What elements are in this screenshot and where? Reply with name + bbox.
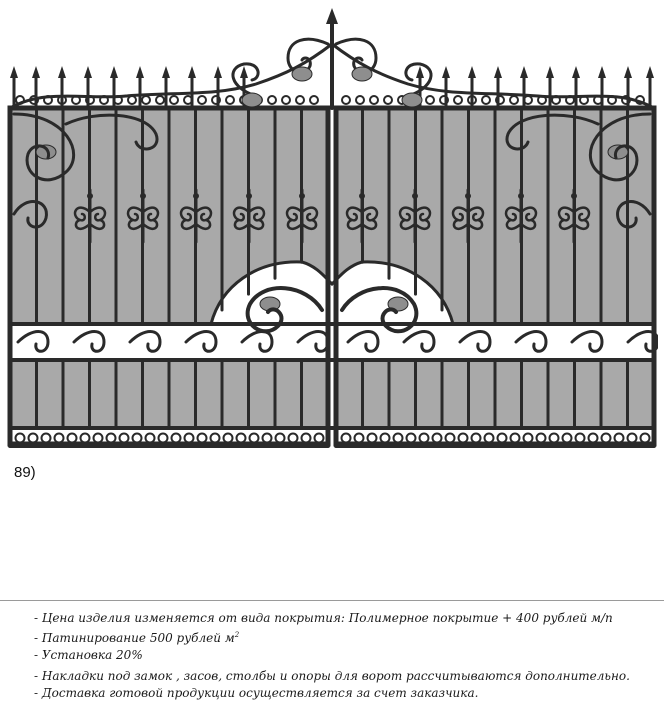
bottom-ring: [420, 434, 429, 443]
bottom-ring: [615, 434, 624, 443]
top-ring: [342, 96, 350, 104]
crest-scroll: [406, 64, 431, 96]
bottom-ring: [133, 434, 142, 443]
top-ring: [296, 96, 304, 104]
bottom-ring: [576, 434, 585, 443]
bottom-ring: [224, 434, 233, 443]
bottom-ring: [368, 434, 377, 443]
spike-tip: [32, 66, 40, 78]
top-ring: [268, 96, 276, 104]
note-delivery: - Доставка готовой продукции осуществляется за счет заказчика.: [34, 686, 479, 700]
bottom-ring: [146, 434, 155, 443]
spike-tip: [162, 66, 170, 78]
ornament-knot: [465, 193, 471, 199]
bottom-ring: [498, 434, 507, 443]
spike-tip: [240, 66, 248, 78]
ornament-knot: [193, 193, 199, 199]
top-ring: [156, 96, 164, 104]
bottom-ring: [355, 434, 364, 443]
ornament-knot: [518, 193, 524, 199]
bottom-ring: [381, 434, 390, 443]
bottom-ring: [159, 434, 168, 443]
bottom-ring: [641, 434, 650, 443]
spike-tip: [214, 66, 222, 78]
spike-tip: [468, 66, 476, 78]
bottom-ring: [433, 434, 442, 443]
spike-tip: [188, 66, 196, 78]
spike-tip: [136, 66, 144, 78]
bottom-ring: [263, 434, 272, 443]
crest-scroll: [233, 64, 258, 96]
bottom-ring: [55, 434, 64, 443]
spike-tip: [598, 66, 606, 78]
bottom-ring: [563, 434, 572, 443]
top-ring: [356, 96, 364, 104]
top-ring: [142, 96, 150, 104]
notes-list: [34, 610, 656, 702]
bottom-ring: [589, 434, 598, 443]
bottom-ring: [107, 434, 116, 443]
decor-band: [10, 324, 654, 360]
bottom-ring: [602, 434, 611, 443]
ornament-knot: [299, 193, 305, 199]
bottom-ring: [485, 434, 494, 443]
leaf-rosette: [292, 67, 312, 81]
note-extras: - Накладки под замок , засов, столбы и опоры для ворот рассчитываются дополнительно.: [34, 669, 630, 683]
top-ring: [426, 96, 434, 104]
spike-tip: [416, 66, 424, 78]
top-ring: [282, 96, 290, 104]
bottom-ring: [407, 434, 416, 443]
spike-tip: [646, 66, 654, 78]
top-ring: [128, 96, 136, 104]
spike-tip: [10, 66, 18, 78]
gate-drawing: [6, 4, 658, 450]
bottom-ring: [537, 434, 546, 443]
bottom-ring: [511, 434, 520, 443]
bottom-ring: [315, 434, 324, 443]
bottom-ring: [172, 434, 181, 443]
ornament-knot: [359, 193, 365, 199]
leaf-rosette: [242, 93, 262, 107]
bottom-ring: [94, 434, 103, 443]
spike-tip: [110, 66, 118, 78]
bottom-ring: [250, 434, 259, 443]
bottom-ring: [302, 434, 311, 443]
bottom-ring: [446, 434, 455, 443]
spike-tip: [84, 66, 92, 78]
top-ring: [510, 96, 518, 104]
bottom-ring: [628, 434, 637, 443]
bottom-ring: [472, 434, 481, 443]
bottom-ring: [185, 434, 194, 443]
ornament-knot: [140, 193, 146, 199]
bottom-ring: [276, 434, 285, 443]
ornament-knot: [246, 193, 252, 199]
center-finial: [326, 8, 338, 24]
bottom-ring: [394, 434, 403, 443]
ornament-knot: [412, 193, 418, 199]
bottom-ring: [459, 434, 468, 443]
bottom-ring: [342, 434, 351, 443]
spike-tip: [572, 66, 580, 78]
spike-tip: [624, 66, 632, 78]
note-installation: - Установка 20%: [34, 648, 143, 662]
bottom-ring: [550, 434, 559, 443]
top-ring: [170, 96, 178, 104]
spike-tip: [494, 66, 502, 78]
notes-divider: [0, 600, 664, 601]
bottom-ring: [16, 434, 25, 443]
leaf-rosette: [352, 67, 372, 81]
bottom-ring: [524, 434, 533, 443]
bottom-ring: [237, 434, 246, 443]
item-number: 89): [14, 464, 36, 481]
top-ring: [226, 96, 234, 104]
top-ring: [384, 96, 392, 104]
bottom-ring: [81, 434, 90, 443]
bottom-ring: [198, 434, 207, 443]
ornament-knot: [87, 193, 93, 199]
top-ring: [310, 96, 318, 104]
bottom-ring: [289, 434, 298, 443]
spike-tip: [546, 66, 554, 78]
note-patination-price: - Патинирование 500 рублей $м^2$: [34, 631, 240, 645]
spike-tip: [442, 66, 450, 78]
bottom-ring: [211, 434, 220, 443]
top-ring: [198, 96, 206, 104]
bottom-ring: [68, 434, 77, 443]
right-top-crest: [332, 44, 654, 108]
top-ring: [454, 96, 462, 104]
bottom-ring: [120, 434, 129, 443]
spike-tip: [520, 66, 528, 78]
ornament-knot: [571, 193, 577, 199]
note-coating-price: - Цена изделия изменяется от вида покрытия: Полимерное покрытие + 400 рублей м/п: [34, 611, 613, 625]
leaf-rosette: [402, 93, 422, 107]
spike-tip: [58, 66, 66, 78]
bottom-ring: [29, 434, 38, 443]
top-ring: [370, 96, 378, 104]
bottom-ring: [42, 434, 51, 443]
top-ring: [482, 96, 490, 104]
